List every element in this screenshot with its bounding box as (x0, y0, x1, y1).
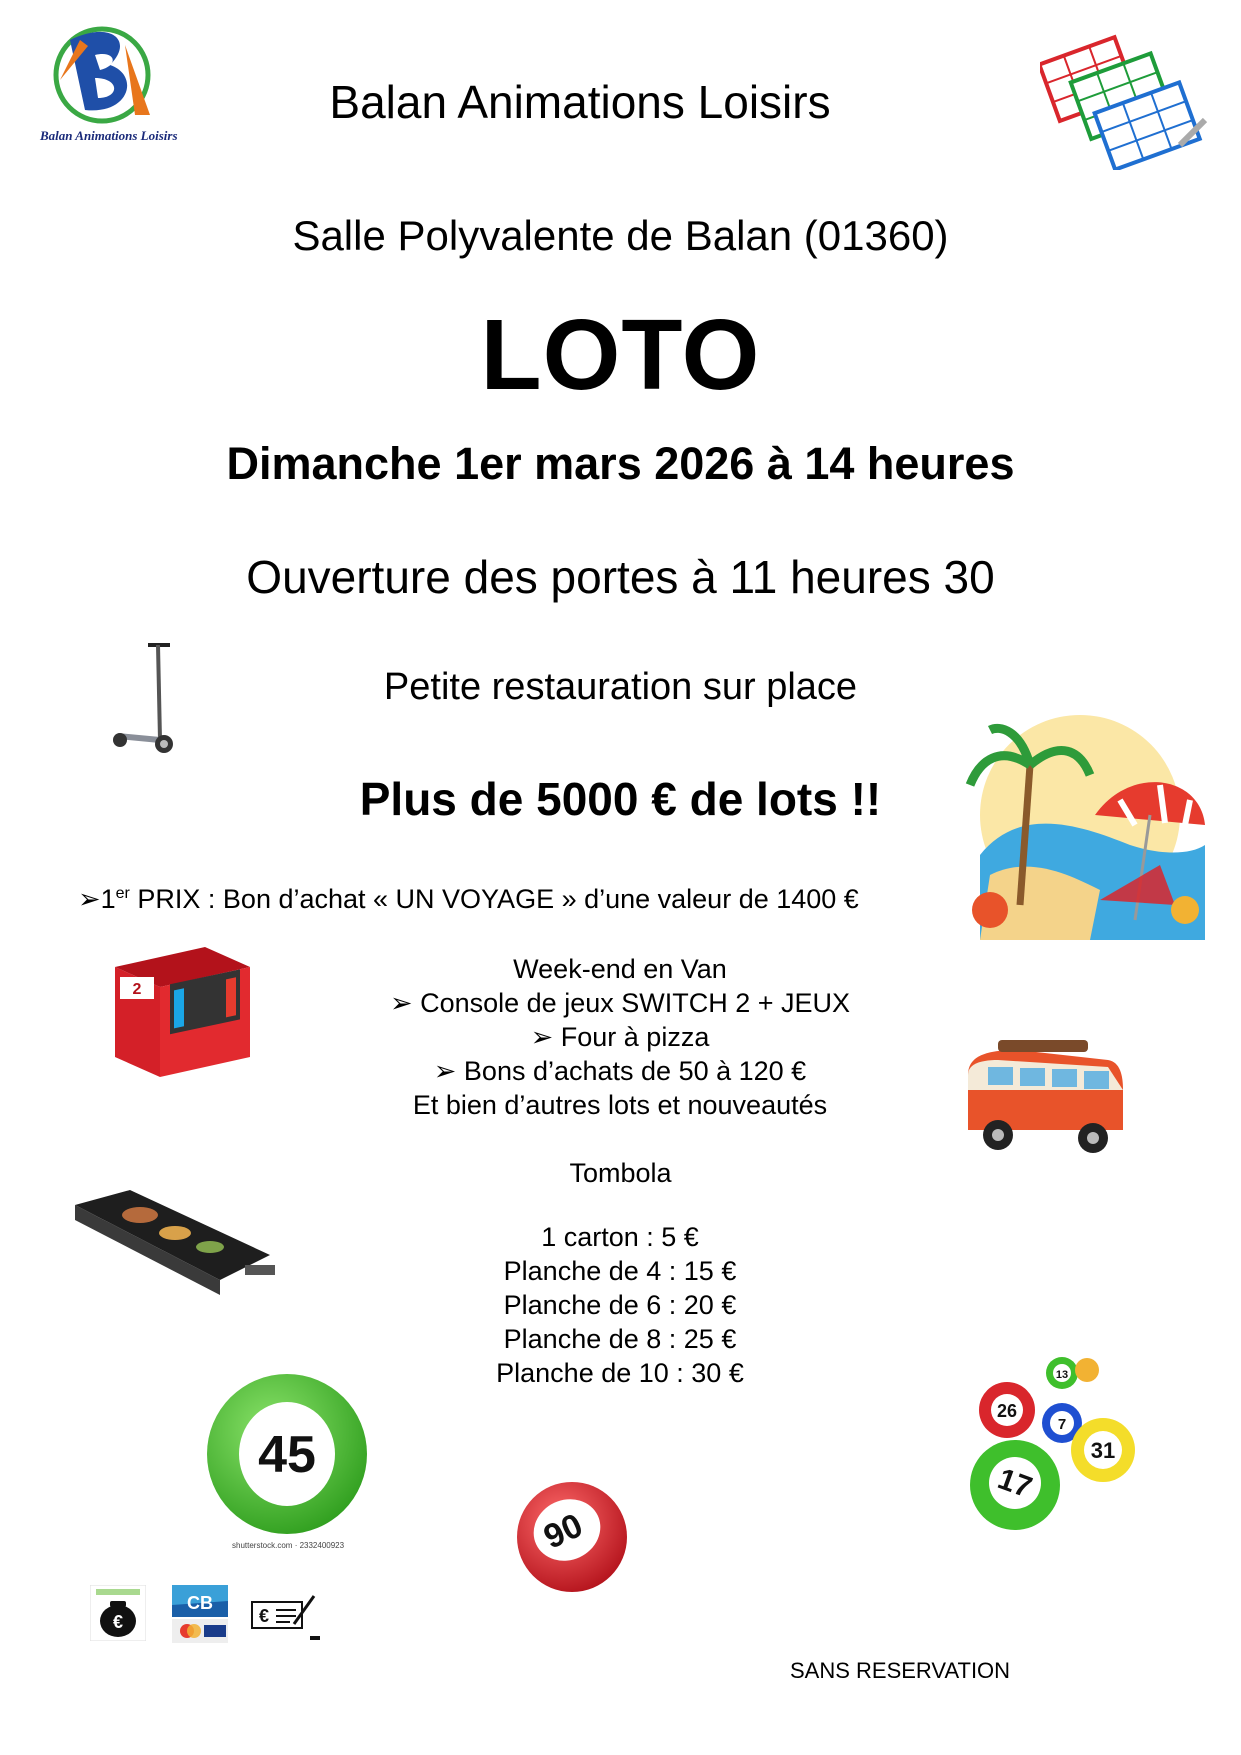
tombola: Tombola (569, 1158, 672, 1188)
ball-number: 7 (1057, 1416, 1067, 1433)
svg-text:€: € (258, 1606, 270, 1626)
logo-text: Balan Animations Loisirs (40, 128, 178, 143)
price-list (420, 1220, 820, 1390)
van-icon (958, 1035, 1128, 1160)
first-prize-text: PRIX : Bon d’achat « UN VOYAGE » d’une valeur de 1400 € (129, 884, 859, 914)
ball-number: 45 (258, 1426, 316, 1484)
svg-text:€: € (112, 1612, 124, 1632)
ball-number: 17 (993, 1462, 1037, 1505)
scooter-icon (108, 640, 188, 755)
price-item: 1 carton : 5 € (541, 1222, 699, 1252)
beach-icon (960, 705, 1210, 940)
organization-name: Balan Animations Loisirs (329, 76, 831, 128)
prize-item-label: Console de jeux SWITCH 2 + JEUX (420, 988, 851, 1018)
switch-console-icon (110, 942, 260, 1082)
prize-item: ➢ Console de jeux SWITCH 2 + JEUX (389, 988, 851, 1018)
ball-number: 90 (538, 1506, 589, 1557)
price-item: Planche de 6 : 20 € (503, 1290, 737, 1320)
first-prize: ➢1er PRIX : Bon d’achat « UN VOYAGE » d’une valeur de 1400 € (78, 884, 859, 914)
prize-others: Et bien d’autres lots et nouveautés (412, 1090, 828, 1120)
no-reservation-notice: SANS RESERVATION (790, 1658, 1011, 1683)
price-item: Planche de 8 : 25 € (503, 1324, 737, 1354)
lots-total: Plus de 5000 € de lots !! (359, 773, 882, 825)
food-info: Petite restauration sur place (383, 666, 858, 708)
ball-number: 26 (996, 1401, 1018, 1421)
first-prize-suffix: er (115, 885, 130, 902)
prize-item: ➢ Bons d’achats de 50 à 120 € (433, 1056, 807, 1086)
prize-item: ➢ Four à pizza (530, 1022, 710, 1052)
event-date: Dimanche 1er mars 2026 à 14 heures (226, 438, 1015, 489)
prize-item-label: Four à pizza (560, 1022, 710, 1052)
bingo-ball-icon (205, 1372, 370, 1537)
doors-opening: Ouverture des portes à 11 heures 30 (246, 551, 995, 603)
bingo-balls-cluster-icon (965, 1355, 1145, 1535)
first-prize-number: 1 (100, 884, 116, 914)
price-item: Planche de 10 : 30 € (496, 1358, 744, 1388)
prize-weekend-van: Week-end en Van (513, 954, 727, 984)
page-title: LOTO (480, 299, 761, 411)
svg-text:2: 2 (132, 981, 142, 998)
bingo-ball-icon (515, 1480, 630, 1595)
ball-number: 13 (1055, 1369, 1069, 1381)
payment-card-icon (172, 1585, 228, 1643)
payment-cash-icon (90, 1585, 146, 1641)
prize-item-label: Bons d’achats de 50 à 120 € (463, 1056, 807, 1086)
venue: Salle Polyvalente de Balan (01360) (292, 212, 949, 259)
price-item: Planche de 4 : 15 € (503, 1256, 737, 1286)
image-credit: shutterstock.com · 2332400923 (232, 1541, 345, 1550)
svg-text:CB: CB (187, 1593, 213, 1613)
ball-number: 31 (1090, 1438, 1116, 1463)
prize-list (300, 952, 940, 1122)
grill-icon (70, 1185, 280, 1300)
bingo-cards-icon (1040, 25, 1210, 170)
payment-cheque-icon (250, 1592, 320, 1642)
